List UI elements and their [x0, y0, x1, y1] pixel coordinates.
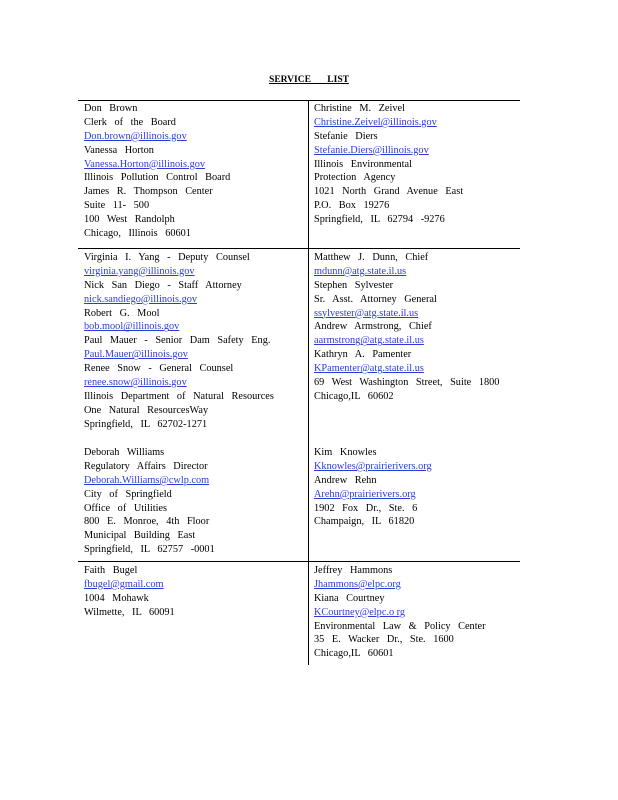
contact-block-prairie-rivers: [314, 446, 432, 529]
contact-line: Sr. Asst. Attorney General: [314, 293, 437, 305]
contact-line: Environmental Law & Policy Center: [314, 620, 486, 632]
contact-line: One Natural ResourcesWay: [84, 404, 209, 416]
contact-line: Jeffrey Hammons: [314, 565, 393, 576]
contact-line: James R. Thompson Center: [84, 186, 213, 198]
email-link[interactable]: Arehn@prairierivers.org: [314, 488, 416, 500]
contact-line: Chicago, Illinois 60601: [84, 228, 191, 240]
contact-line: Municipal Building East: [84, 530, 196, 542]
email-link[interactable]: bob.mool@illinois.gov: [84, 321, 180, 333]
contact-line: City of Springfield: [84, 488, 172, 500]
email-link[interactable]: Paul.Mauer@illinois.gov: [84, 349, 188, 361]
email-link[interactable]: ssylvester@atg.state.il.us: [314, 307, 419, 319]
email-link[interactable]: Deborah.Williams@cwlp.com: [84, 474, 210, 486]
email-link[interactable]: Jhammons@elpc.org: [314, 578, 401, 590]
table-top-rule: [78, 100, 520, 101]
email-link[interactable]: virginia.yang@illinois.gov: [84, 265, 195, 277]
contact-line: Springfield, IL 62702-1271: [84, 418, 208, 430]
contact-block-natural-resources: [84, 251, 274, 432]
contact-line: Suite 11- 500: [84, 200, 150, 212]
contact-line: Springfield, IL 62757 -0001: [84, 544, 215, 556]
contact-line: Illinois Department of Natural Resources: [84, 390, 274, 402]
contact-block-epa: [314, 102, 463, 227]
email-link[interactable]: Christine.Zeivel@illinois.gov: [314, 116, 437, 128]
contact-line: Regulatory Affairs Director: [84, 460, 208, 472]
email-link[interactable]: Stefanie.Diers@illinois.gov: [314, 144, 429, 156]
email-link[interactable]: fbugel@gmail.com: [84, 578, 164, 590]
contact-line: Clerk of the Board: [84, 116, 176, 128]
email-link[interactable]: KPamenter@atg.state.il.us: [314, 363, 424, 375]
contact-line: P.O. Box 19276: [314, 200, 390, 212]
contact-line: Springfield, IL 62794 -9276: [314, 214, 445, 226]
contact-line: Wilmette, IL 60091: [84, 606, 175, 618]
email-link[interactable]: KCourtney@elpc.o rg: [314, 606, 406, 618]
email-link[interactable]: aarmstrong@atg.state.il.us: [314, 335, 424, 347]
contact-line: Andrew Armstrong, Chief: [314, 321, 432, 333]
email-link[interactable]: Vanessa.Horton@illinois.gov: [84, 158, 206, 170]
contact-line: Faith Bugel: [84, 565, 138, 576]
contact-line: Paul Mauer - Senior Dam Safety Eng.: [84, 335, 271, 347]
contact-line: Illinois Pollution Control Board: [84, 172, 231, 184]
contact-line: Andrew Rehn: [314, 474, 377, 486]
contact-line: Champaign, IL 61820: [314, 516, 415, 528]
contact-line: 800 E. Monroe, 4th Floor: [84, 516, 210, 528]
email-link[interactable]: mdunn@atg.state.il.us: [314, 265, 407, 277]
contact-line: 1902 Fox Dr., Ste. 6: [314, 502, 418, 514]
contact-line: Vanessa Horton: [84, 144, 154, 156]
email-link[interactable]: Don.brown@illinois.gov: [84, 130, 187, 142]
column-divider: [308, 100, 309, 665]
contact-line: Don Brown: [84, 103, 138, 114]
page-title: SERVICE LIST: [269, 75, 349, 85]
contact-line: Renee Snow - General Counsel: [84, 363, 234, 375]
contact-line: Christine M. Zeivel: [314, 103, 405, 114]
contact-line: Chicago,IL 60601: [314, 648, 394, 660]
email-link[interactable]: nick.sandiego@illinois.gov: [84, 293, 198, 305]
email-link[interactable]: Kknowles@prairierivers.org: [314, 460, 432, 472]
email-link[interactable]: renee.snow@illinois.gov: [84, 377, 187, 389]
contact-line: Chicago,IL 60602: [314, 390, 394, 402]
contact-line: Office of Utilities: [84, 502, 168, 514]
contact-line: Kim Knowles: [314, 447, 377, 458]
contact-line: Illinois Environmental: [314, 158, 412, 170]
contact-line: Stephen Sylvester: [314, 279, 394, 291]
contact-line: Matthew J. Dunn, Chief: [314, 252, 429, 263]
contact-line: Deborah Williams: [84, 447, 165, 458]
contact-block-pollution-control-board: [84, 102, 230, 241]
contact-line: Virginia I. Yang - Deputy Counsel: [84, 252, 250, 263]
contact-block-attorney-general: [314, 251, 499, 404]
contact-line: 100 West Randolph: [84, 214, 175, 226]
contact-block-city-springfield: [84, 446, 215, 557]
contact-line: 1021 North Grand Avenue East: [314, 186, 464, 198]
contact-line: Robert G. Mool: [84, 307, 160, 319]
contact-block-elpc: [314, 564, 486, 661]
contact-line: Kiana Courtney: [314, 592, 385, 604]
row-divider-2: [78, 561, 520, 562]
contact-line: 35 E. Wacker Dr., Ste. 1600: [314, 634, 454, 646]
contact-line: Nick San Diego - Staff Attorney: [84, 279, 242, 291]
contact-line: 1004 Mohawk: [84, 592, 149, 604]
contact-line: 69 West Washington Street, Suite 1800: [314, 377, 500, 389]
contact-line: Stefanie Diers: [314, 130, 378, 142]
contact-block-faith-bugel: [84, 564, 175, 620]
contact-line: Kathryn A. Pamenter: [314, 349, 412, 361]
row-divider-1: [78, 248, 520, 249]
contact-line: Protection Agency: [314, 172, 396, 184]
